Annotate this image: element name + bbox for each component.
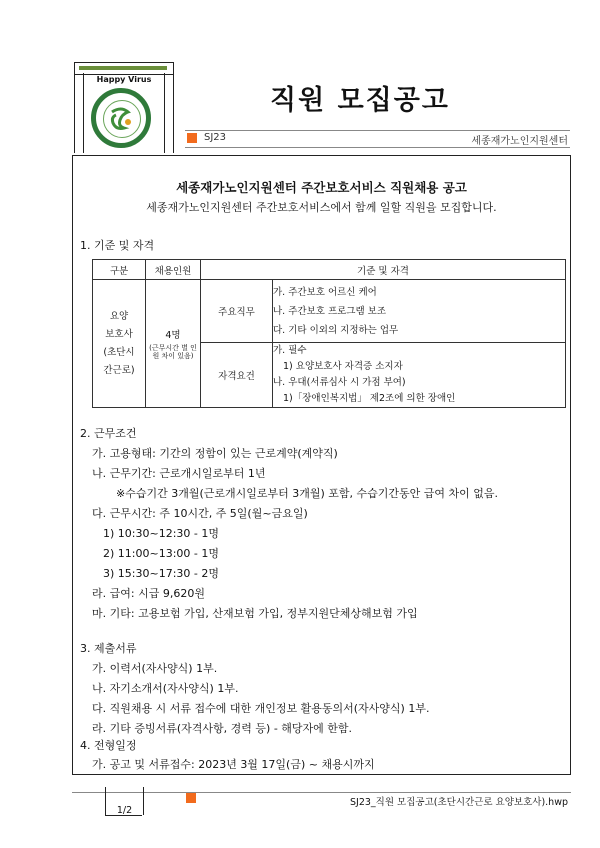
header-division: 구분 [93, 260, 146, 280]
organization-name: 세종재가노인지원센터 [471, 136, 568, 147]
shift-item: 2) 11:00~13:00 - 1명 [103, 547, 219, 560]
page-number: 1/2 [116, 805, 133, 816]
condition-note: ※수습기간 3개월(근로개시일로부터 3개월) 포함, 수습기간동안 급여 차이 없음. [116, 487, 499, 500]
qualifications-list [273, 343, 566, 408]
headcount-cell [146, 280, 201, 408]
duty-item: 가. 주간보호 어르신 케어 [273, 286, 377, 298]
shift-item: 3) 15:30~17:30 - 2명 [103, 567, 219, 580]
footer-page-frame-bottom [105, 815, 142, 816]
footer-filename: SJ23_직원 모집공고(초단시간근로 요양보호사).hwp [350, 797, 568, 808]
qualification-item: 1)「장애인복지법」 제2조에 의한 장애인 [283, 393, 456, 404]
document-item: 가. 이력서(자사양식) 1부. [92, 662, 218, 675]
division-line: (초단시 [103, 346, 135, 358]
section-title-criteria: 1. 기준 및 자격 [80, 239, 155, 252]
logo-frame-band [79, 66, 167, 70]
duty-item: 다. 기타 이외의 지정하는 업무 [273, 324, 399, 336]
condition-item: 라. 급여: 시급 9,620원 [92, 587, 205, 600]
condition-item: 나. 근무기간: 근로개시일로부터 1년 [92, 467, 266, 480]
division-line: 요양 [109, 310, 129, 322]
document-code: SJ23 [204, 132, 227, 143]
document-item: 라. 기타 증빙서류(자격사항, 경력 등) - 해당자에 한함. [92, 722, 353, 735]
header-criteria: 기준 및 자격 [201, 260, 566, 280]
notice-subheading: 세종재가노인지원센터 주간보호서비스에서 함께 일할 직원을 모집합니다. [146, 201, 497, 214]
division-line: 보호사 [105, 328, 133, 340]
document-item: 나. 자기소개서(자사양식) 1부. [92, 682, 239, 695]
page-title: 직원 모집공고 [270, 85, 450, 116]
logo-caption: Happy Virus [96, 75, 152, 84]
condition-item: 가. 고용형태: 기간의 정함이 있는 근로계약(계약직) [92, 447, 338, 460]
footer-marker [186, 793, 196, 803]
logo-emblem-icon [106, 104, 136, 134]
duties-list [273, 280, 566, 343]
qualification-item: 가. 필수 [273, 345, 307, 356]
division-cell [93, 280, 146, 408]
duty-item: 나. 주간보호 프로그램 보조 [273, 305, 387, 317]
requirements-table [92, 259, 566, 408]
qualification-item: 1) 요양보호사 자격증 소지자 [283, 361, 403, 372]
header-headcount: 채용인원 [146, 260, 201, 280]
qualification-item: 나. 우대(서류심사 시 가점 부여) [273, 377, 406, 388]
division-line: 간근로) [103, 364, 135, 376]
qualifications-label: 자격요건 [201, 343, 273, 408]
condition-item: 다. 근무시간: 주 10시간, 주 5일(월~금요일) [92, 507, 308, 520]
duties-label: 주요직무 [201, 280, 273, 343]
shift-item: 1) 10:30~12:30 - 1명 [103, 527, 219, 540]
headcount-value: 4명 [165, 330, 181, 341]
schedule-item: 가. 공고 및 서류접수: 2023년 3월 17일(금) ~ 채용시까지 [92, 758, 375, 771]
table-header-row [93, 260, 566, 280]
header-marker [187, 133, 197, 143]
condition-item: 마. 기타: 고용보험 가입, 산재보험 가입, 정부지원단체상해보험 가입 [92, 607, 418, 620]
document-item: 다. 직원채용 시 서류 접수에 대한 개인정보 활용동의서(자사양식) 1부. [92, 702, 430, 715]
logo-frame-left [74, 73, 84, 153]
section-title-schedule: 4. 전형일정 [80, 739, 137, 752]
footer-rule [72, 792, 571, 793]
section-title-conditions: 2. 근무조건 [80, 427, 137, 440]
logo-frame-right [164, 73, 174, 153]
section-title-documents: 3. 제출서류 [80, 642, 137, 655]
notice-heading: 세종재가노인지원센터 주간보호서비스 직원채용 공고 [176, 180, 467, 195]
table-row [93, 280, 566, 343]
headcount-note: (근무시간 별 인원 차이 있음) [149, 344, 197, 360]
